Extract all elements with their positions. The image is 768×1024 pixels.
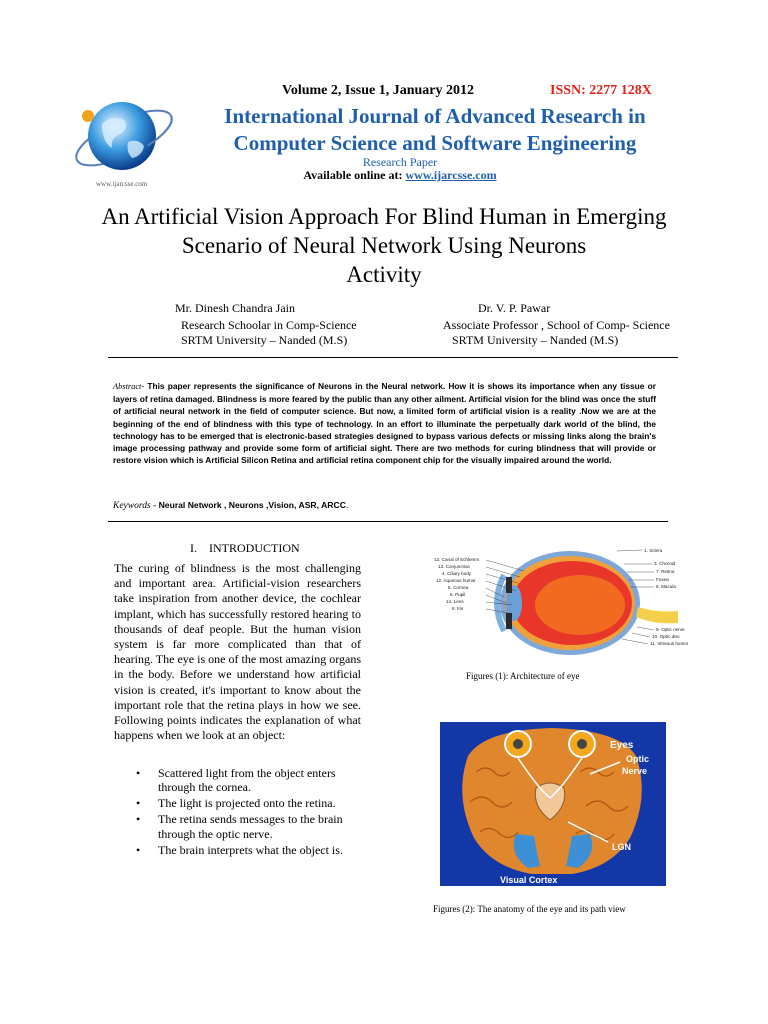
- issn-number: ISSN: 2277 128X: [550, 83, 652, 98]
- available-online: [240, 168, 560, 183]
- fig2-label-eyes: Eyes: [610, 740, 634, 751]
- introduction-bullets: [136, 766, 368, 858]
- fig1-label-left: 14. Lens: [446, 599, 464, 604]
- paper-title-line1: An Artificial Vision Approach For Blind Human in Emerging: [101, 204, 667, 229]
- figure-visual-pathway: [440, 722, 666, 886]
- fig1-label-right: 8. Macula: [656, 584, 676, 589]
- keywords-end: .: [345, 501, 349, 511]
- paper-title-line2: Scenario of Neural Network Using Neurons: [181, 233, 587, 258]
- introduction-body: The curing of blindness is the most challenging and important area. Artificial-vision researchers take inspiration from another device, the cochlear implant, which has successfully restored hearing to thousands of deaf people. But the human vision system is far more complicated than that of hearing. The eye is one of the most amazing organs in the body. Before we understand how artificial vision is created, it's important to know about the important role that the retina plays in how we see. Following points indicates the explanation of what happens when we look at an object:: [114, 561, 361, 743]
- author1-affiliation: Research Schoolar in Comp-Science: [181, 318, 357, 332]
- fig2-label-lgn: LGN: [612, 842, 631, 852]
- available-label: Available online at:: [303, 168, 406, 182]
- fig1-label-right: 3. Choroid: [654, 561, 676, 566]
- fig1-label-right: 1. Sclera: [644, 548, 663, 553]
- fig1-label-left: 13. Canal of Schlemm: [434, 557, 480, 562]
- fig1-label-left: 12. Aqueous humor: [436, 578, 476, 583]
- keywords: [113, 500, 348, 511]
- list-item: • The retina sends messages to the brain through the optic nerve.: [136, 812, 368, 841]
- figure1-caption: Figures (1): Architecture of eye: [466, 671, 580, 681]
- paper-type: Research Paper: [362, 155, 438, 169]
- keywords-value: Neural Network , Neurons ,Vision, ASR, ARCC: [158, 500, 346, 510]
- journal-title-line1: International Journal of Advanced Research in: [224, 104, 646, 128]
- keywords-separator: -: [150, 501, 159, 511]
- fig2-label-nerve: Nerve: [622, 766, 648, 776]
- fig1-label-right: 10. Optic disc: [652, 634, 680, 639]
- paper-title-line3: Activity: [346, 262, 422, 287]
- author2-name: Dr. V. P. Pawar: [478, 301, 551, 315]
- journal-logo-globe-icon: [66, 86, 178, 190]
- figure2-caption: Figures (2): The anatomy of the eye and its path view: [433, 904, 626, 914]
- author2-affiliation: Associate Professor , School of Comp- Science: [443, 318, 670, 332]
- list-item: • The light is projected onto the retina.: [136, 796, 368, 810]
- abstract: [113, 380, 656, 466]
- list-item: • Scattered light from the object enters through the cornea.: [136, 766, 368, 795]
- journal-title: [180, 103, 690, 157]
- logo-url-text: www.ijarcsse.com: [96, 180, 148, 188]
- fig1-label-left: 5. Cornea: [448, 585, 469, 590]
- fig1-label-right: 9. Optic nerve: [656, 627, 685, 632]
- fig1-label-right: 7. Retina: [656, 569, 675, 574]
- fig1-label-right: Fovea: [656, 577, 669, 582]
- divider-top: [108, 357, 678, 358]
- volume-issue: Volume 2, Issue 1, January 2012: [282, 83, 475, 98]
- author2-university: SRTM University – Nanded (M.S): [452, 333, 619, 347]
- fig1-label-left: 4. Ciliary body: [442, 571, 472, 576]
- section-heading-introduction: I. INTRODUCTION: [190, 541, 300, 555]
- fig1-label-left: 13. Conjunctiva: [438, 564, 470, 569]
- author1-university: SRTM University – Nanded (M.S): [181, 333, 348, 347]
- author1-name: Mr. Dinesh Chandra Jain: [175, 301, 295, 315]
- abstract-text: This paper represents the significance of Neurons in the Neural network. How it is shows its importance when any tissue or layers of retina damaged. Blindness is more feared by the public than any other ailment. Artificial vision for the blind was once the stuff of artificial neural network in the field of computer science. But now, a limited form of artificial vision is a reality .Now we are at the beginning of the end of blindness with this type of technology. In an effort to illuminate the perpetually dark world of the blind, the technology has to be emerged that is electronic-based strategies designed to bypass various defects or missing links along the brain's image processing pathway and provide some form of artificial sight. There are two methods for curing blindness that will provide or restore vision which is Artificial Silicon Retina and artificial retina component chip for the visually impaired around the world.: [113, 381, 656, 466]
- fig2-label-visual-cortex: Visual Cortex: [500, 875, 558, 885]
- journal-title-line2: Computer Science and Software Engineering: [233, 131, 637, 155]
- fig1-label-left: 8. Iris: [452, 606, 464, 611]
- divider-bottom: [108, 521, 668, 522]
- keywords-label: Keywords: [113, 501, 151, 511]
- abstract-label: Abstract-: [113, 382, 145, 391]
- fig1-label-right: 11. Vitreous humor: [650, 641, 689, 646]
- journal-website-link[interactable]: www.ijarcsse.com: [405, 168, 497, 182]
- fig2-label-optic: Optic: [626, 754, 650, 764]
- fig1-label-left: 6. Pupil: [450, 592, 466, 597]
- figure-eye-architecture: [432, 547, 690, 658]
- list-item: • The brain interprets what the object is.: [136, 843, 368, 857]
- paper-title: [40, 202, 728, 289]
